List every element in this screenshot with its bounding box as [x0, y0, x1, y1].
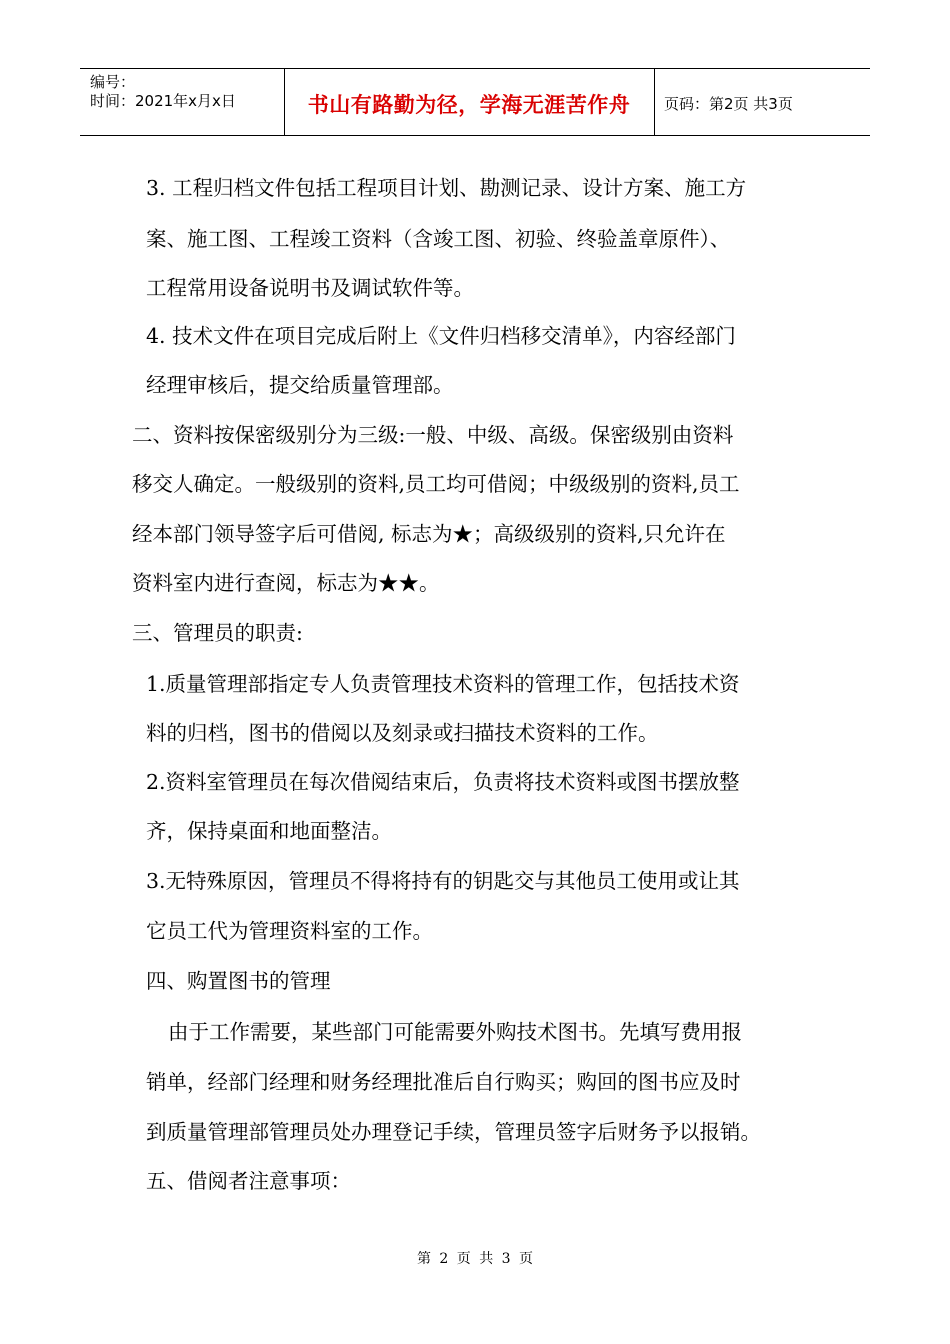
body-line: 由于工作需要，某些部门可能需要外购技术图书。先填写费用报 — [168, 1020, 742, 1044]
body-line: 4. 技术文件在项目完成后附上《文件归档移交清单》，内容经部门 — [146, 324, 736, 348]
section-heading-5: 五、借阅者注意事项： — [146, 1169, 351, 1193]
body-line: 料的归档，图书的借阅以及刻录或扫描技术资料的工作。 — [146, 721, 659, 745]
header-page-code: 页码：第2页 共3页 — [664, 95, 793, 113]
body-line: 销单，经部门经理和财务经理批准后自行购买；购回的图书应及时 — [146, 1070, 741, 1094]
document-number-label: 编号： — [90, 73, 136, 91]
header-divider-right — [654, 69, 655, 135]
section-heading-2: 二、资料按保密级别分为三级:一般、中级、高级。保密级别由资料 — [132, 423, 734, 447]
body-line: 2.资料室管理员在每次借阅结束后，负责将技术资料或图书摆放整 — [146, 770, 740, 794]
section-heading-3: 三、管理员的职责: — [132, 621, 303, 645]
body-line: 案、施工图、工程竣工资料（含竣工图、初验、终验盖章原件）、 — [146, 227, 731, 251]
body-line: 1.质量管理部指定专人负责管理技术资料的管理工作，包括技术资 — [146, 672, 740, 696]
body-line: 经理审核后，提交给质量管理部。 — [146, 373, 454, 397]
body-line: 3. 工程归档文件包括工程项目计划、勘测记录、设计方案、施工方 — [146, 176, 747, 200]
header-motto: 书山有路勤为径，学海无涯苦作舟 — [307, 93, 631, 117]
header-meta — [90, 73, 236, 111]
document-header — [80, 68, 870, 136]
document-date-label: 时间：2021年x月x日 — [90, 92, 236, 110]
body-line: 它员工代为管理资料室的工作。 — [146, 919, 433, 943]
body-line: 移交人确定。一般级别的资料,员工均可借阅；中级级别的资料,员工 — [132, 472, 740, 496]
body-line: 到质量管理部管理员处办理登记手续，管理员签字后财务予以报销。 — [146, 1120, 761, 1144]
body-line: 齐，保持桌面和地面整洁。 — [146, 819, 392, 843]
body-line: 3.无特殊原因，管理员不得将持有的钥匙交与其他员工使用或让其 — [146, 869, 740, 893]
body-line: 工程常用设备说明书及调试软件等。 — [146, 276, 474, 300]
body-line: 资料室内进行查阅，标志为★★。 — [132, 571, 440, 595]
page-footer: 第 2 页 共 3 页 — [416, 1251, 534, 1267]
section-heading-4: 四、购置图书的管理 — [146, 969, 331, 993]
body-line: 经本部门领导签字后可借阅, 标志为★；高级级别的资料,只允许在 — [132, 522, 726, 546]
